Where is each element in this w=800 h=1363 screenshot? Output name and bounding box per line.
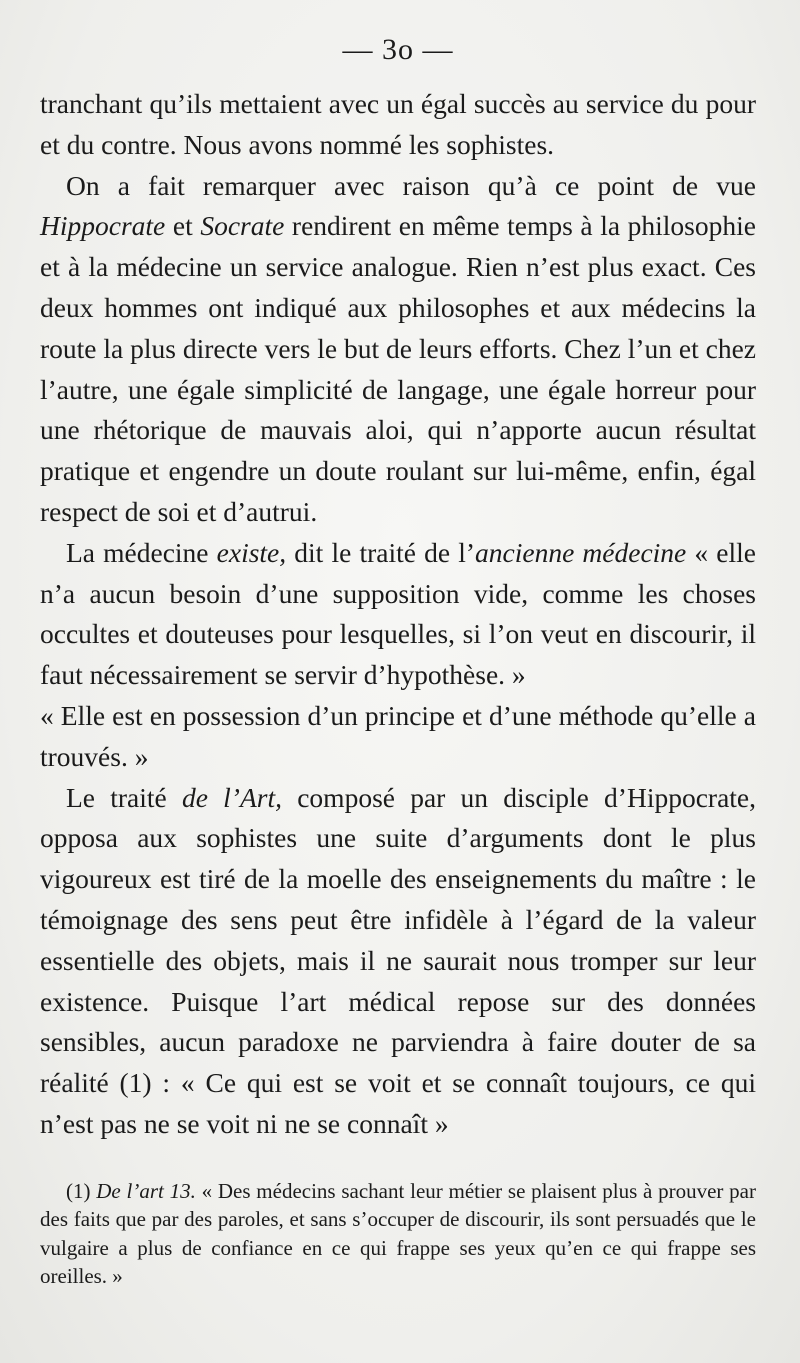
word-existe: existe,: [216, 536, 287, 568]
main-text: [40, 84, 756, 1145]
paragraph-2-part-c: rendirent en même temps à la philosophie et à la médecine un service analogue. Rien n’est plus exact. Ces deux hommes ont indiqué aux philosophes et aux médecins la route la plus directe vers le but de leurs efforts. Chez l’un et chez l’autre, une égale simplicité de langage, une égale horreur pour une rhétorique de mauvais aloi, qui n’apporte aucun résultat pratique et engendre un doute roulant sur lui-même, enfin, égal respect de soi et d’autrui.: [40, 210, 756, 527]
title-de-l-art: de l’Art,: [181, 781, 282, 813]
paragraph-3-part-c: « elle n’a aucun besoin d’une supposition vide, comme les choses occultes et douteuses pour lesquelles, si l’on veut en discourir, il faut nécessairement se servir d’hypothèse. »: [40, 536, 756, 691]
paragraph-2: [40, 166, 756, 533]
paragraph-5-part-b: composé par un disciple d’Hippocrate, opposa aux sophistes une suite d’arguments dont le plus vigoureux est tiré de la moelle des enseignements du maître : le témoignage des sens peut être infidèle à l’égard de la valeur essentielle des objets, mais il ne saurait nous tromper sur leur existence. Puisque l’art médical repose sur des données sensibles, aucun paradoxe ne parviendra à faire douter de sa réalité (1) : « Ce qui est se voit et se connaît toujours, ce qui n’est pas ne se voit ni ne se connaît »: [40, 781, 756, 1139]
paragraph-3-part-b: dit le traité de l’: [286, 536, 476, 568]
paragraph-2-part-a: On a fait remarquer avec raison qu’à ce point de vue: [66, 169, 756, 201]
footnote-text: « Des médecins sachant leur métier se plaisent plus à prouver par des faits que par des paroles, et sans s’occuper de discourir, ils sont persuadés que le vulgaire a plus de confiance en ce qui frappe ses yeux qu’en ce qui frappe ses oreilles. »: [40, 1178, 756, 1289]
footnote: [40, 1177, 756, 1291]
footnote-reference: De l’art 13.: [96, 1178, 196, 1203]
title-ancienne-medecine: ancienne médecine: [475, 536, 687, 568]
paragraph-5: [40, 778, 756, 1145]
footnote-marker: (1): [66, 1178, 97, 1203]
paragraph-2-part-b: et: [165, 210, 201, 242]
name-hippocrate: Hippocrate: [40, 210, 166, 242]
paragraph-1: tranchant qu’ils mettaient avec un égal succès au service du pour et du contre. Nous avons nommé les sophistes.: [40, 88, 756, 160]
paragraph-3-part-a: La médecine: [66, 536, 217, 568]
paragraph-3: [40, 533, 756, 696]
name-socrate: Socrate: [200, 210, 285, 242]
page-number: — 3o —: [342, 33, 454, 66]
paragraph-5-part-a: Le traité: [66, 781, 182, 813]
paragraph-4: « Elle est en possession d’un principe et d’une méthode qu’elle a trouvés. »: [40, 699, 756, 772]
